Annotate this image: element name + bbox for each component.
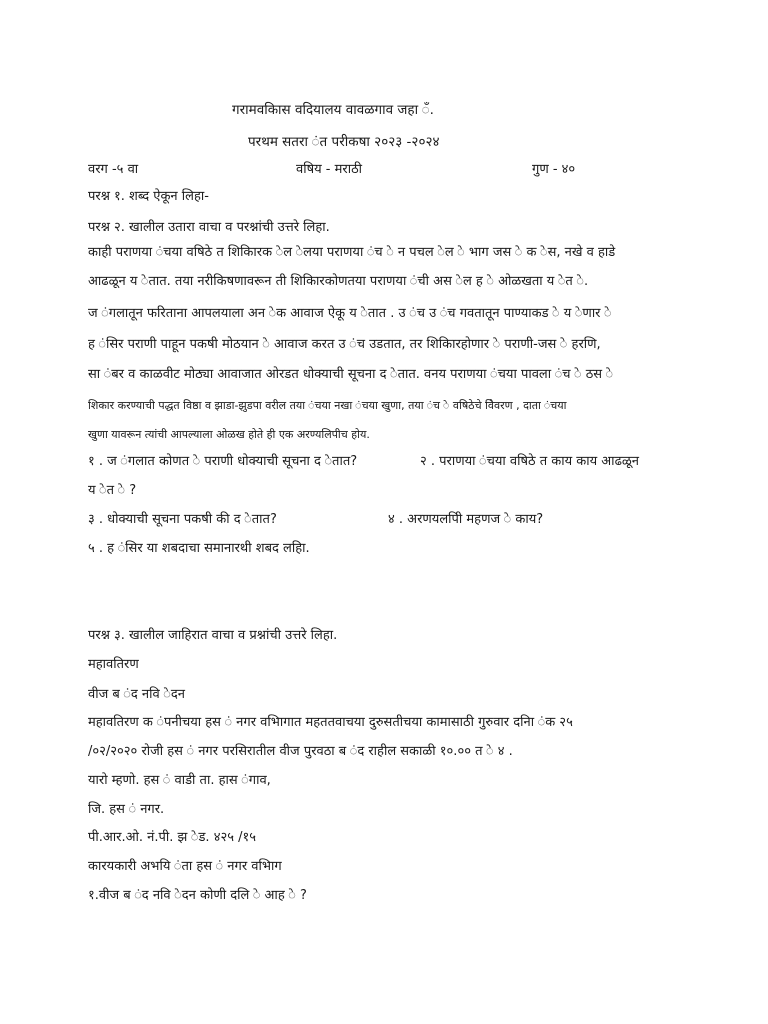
question-3-a: १.वीज ब ंद नवि ेदन कोणी दलि े आह े ? <box>88 888 307 903</box>
notice-line: कारयकारी अभयि ंता हस ं नगर वभिाग <box>88 859 282 874</box>
question-2-b-continued: य ेत े ? <box>88 483 137 498</box>
question-2-d: ४ . अरणयलपिी महणज े काय? <box>388 512 544 527</box>
question-2-a: १ . ज ंगलात कोणत े पराणी धोक्याची सूचना द ेतात? <box>88 454 358 469</box>
passage-line: आढळून य ेतात. तया नरीकिषणावरून ती शिकिारकोणतया पराणया ंची अस ेल ह े ओळखता य ेत े. <box>88 274 589 289</box>
question-1-title: परश्न १. शब्द ऐकून लिहा- <box>88 189 209 204</box>
question-2-b: २ . पराणया ंचया वषिठे त काय काय आढळून <box>420 454 640 469</box>
notice-line: वीज ब ंद नवि ेदन <box>88 687 185 702</box>
passage-line: ह ंसिर पराणी पाहून पकषी मोठयान े आवाज करत उ ंच उडतात, तर शिकिारहोणार े पराणी-जस े हरणि, <box>88 337 601 352</box>
passage-line: काही पराणया ंचया वषिठे त शिकिारक ेल ेलया पराणया ंच े न पचल ेल े भाग जस े क ेस, नखे व हाडे <box>88 245 616 260</box>
question-3-title: परश्न ३. खालील जाहिरात वाचा व प्रश्नांची उत्तरे लिहा. <box>88 628 338 643</box>
notice-line: जि. हस ं नगर. <box>88 802 165 817</box>
notice-line: यारो म्हणो. हस ं वाडी ता. हास ंगाव, <box>88 773 271 788</box>
passage-line-small: खुणा यावरून त्यांची आपल्याला ओळख होते ही एक अरण्यलिपीच होय. <box>88 428 370 441</box>
notice-line: महावतिरण क ंपनीचया हस ं नगर वभिागात महततवाचया दुरुसतीचया कामासाठी गुरुवार दनिा ंक २५ <box>88 715 573 730</box>
class-label: वरग -५ वा <box>88 162 139 177</box>
passage-line: सा ंबर व काळवीट मोठ्या आवाजात ओरडत धोक्याची सूचना द ेतात. वनय पराणया ंचया पावला ंच े ठस े <box>88 367 614 382</box>
passage-line-small: शिकार करण्याची पद्धत विष्ठा व झाडा-झुडपा वरील तया ंचया नखा ंचया खुणा, तया ंच े वषिठेचे विेवरण , दाता ंचया <box>88 399 567 412</box>
notice-line: पी.आर.ओ. नं.पी. झ ेड. ४२५ /१५ <box>88 830 257 845</box>
notice-line: /०२/२०२० रोजी हस ं नगर परसिरातील वीज पुरवठा ब ंद राहील सकाळी १०.०० त े ४ . <box>88 744 513 759</box>
school-name: गरामवकिास वदियालय वावळगाव जहा ँ. <box>232 102 434 118</box>
question-2-e: ५ . ह ंसिर या शबदाचा समानारथी शबद लहिा. <box>88 541 310 556</box>
question-2-title: परश्न २. खालील उतारा वाचा व परश्नांची उत्तरे लिहा. <box>88 220 330 235</box>
notice-line: महावतिरण <box>88 657 139 672</box>
exam-title: परथम सतरा ंत परीकषा २०२३ -२०२४ <box>248 134 440 150</box>
marks-label: गुण - ४० <box>532 162 576 177</box>
question-2-c: ३ . धोक्याची सूचना पकषी की द ेतात? <box>88 512 277 527</box>
passage-line: ज ंगलातून फरिताना आपलयाला अन ेक आवाज ऐकू य ेतात . उ ंच उ ंच गवतातून पाण्याकड े य ेणार े <box>88 306 612 321</box>
subject-label: वषिय - मराठी <box>296 162 362 177</box>
